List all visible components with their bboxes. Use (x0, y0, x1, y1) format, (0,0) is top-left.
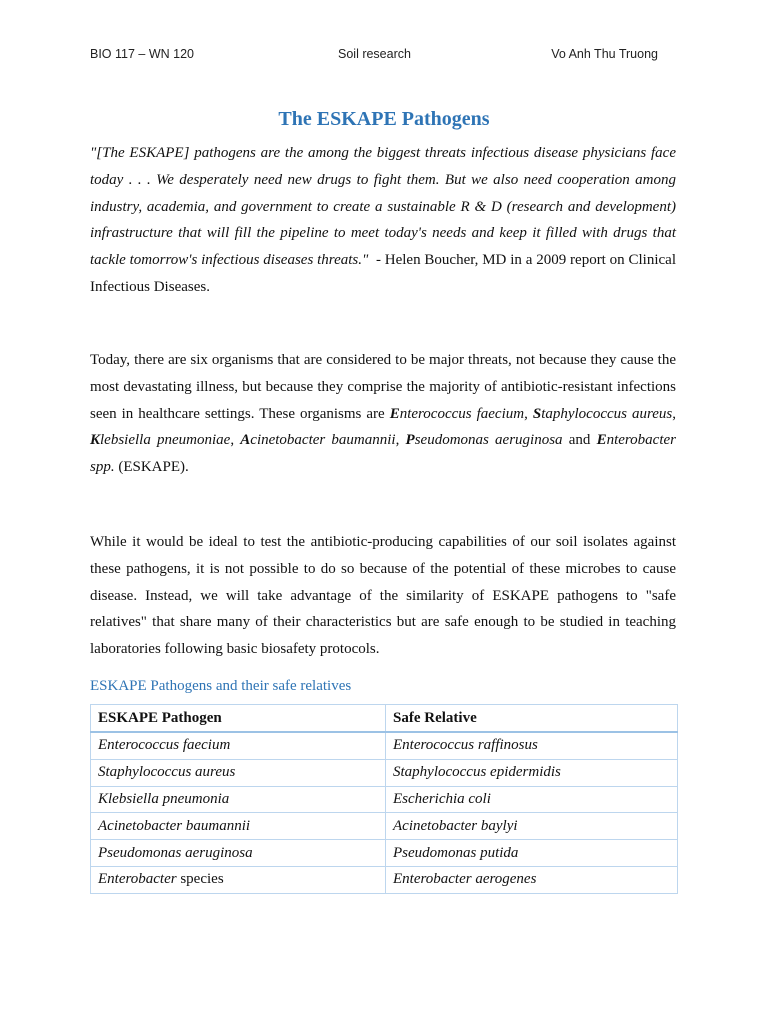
table-row (91, 786, 678, 813)
organisms-paragraph: Today, there are six organisms that are considered to be major threats, not because they cause the most devastating illness, but because they comprise the majority of antibiotic-resistant infections seen in healthcare settings. These organisms are Enterococcus faecium, Staphylococcus aureus, Klebsiella pneumoniae, Acinetobacter baumannii, Pseudomonas aeruginosa and Enterobacter spp. (ESKAPE). (90, 352, 677, 476)
organism-name: Acinetobacter baumannii (240, 432, 396, 449)
quote-text: "[The ESKAPE] pathogens are the among the biggest threats infectious disease physicians face today . . . We desperately need new drugs to fight them. But we also need cooperation among industry, academia, and government to create a sustainable R & D (research and development) infrastructure that will fill the pipeline to meet today's needs and keep it filled with drugs that tackle tomorrow's infectious diseases threats." (90, 145, 676, 269)
table-row (91, 813, 678, 840)
pathogen-cell: Enterococcus faecium (91, 732, 386, 759)
pathogen-cell: Pseudomonas aeruginosa (91, 840, 386, 867)
table-row (91, 840, 678, 867)
page-header (90, 47, 658, 65)
pathogen-table (90, 704, 678, 894)
table-row (91, 866, 678, 893)
organism-name: Klebsiella pneumoniae (90, 432, 231, 449)
pathogen-cell: Enterobacter species (91, 866, 386, 893)
organism-name: Enterococcus faecium (389, 405, 525, 422)
organism-name: Staphylococcus aureus (532, 405, 673, 422)
pathogen-cell: Staphylococcus aureus (91, 759, 386, 786)
column-header-relative: Safe Relative (386, 705, 678, 733)
header-author: Vo Anh Thu Truong (551, 47, 658, 61)
safe-relatives-paragraph: While it would be ideal to test the antibiotic-producing capabilities of our soil isolates against these pathogens, it is not possible to do so because of the potential of these microbes to cause disease. Instead, we will take advantage of the similarity of ESKAPE pathogens to "safe relatives" that share many of their characteristics but are safe enough to be studied in teaching laboratories following basic biosafety protocols. (90, 534, 676, 658)
relative-cell: Pseudomonas putida (386, 840, 678, 867)
relative-cell: Acinetobacter baylyi (386, 813, 678, 840)
organism-name: Pseudomonas aeruginosa (405, 432, 563, 449)
header-course: BIO 117 – WN 120 (90, 47, 194, 61)
quote-attribution: - Helen Boucher, MD in a 2009 report on Clinical Infectious Diseases. (90, 252, 677, 295)
relative-cell: Staphylococcus epidermidis (386, 759, 678, 786)
relative-cell: Escherichia coli (386, 786, 678, 813)
pathogen-cell: Acinetobacter baumannii (91, 813, 386, 840)
table-row (91, 732, 678, 759)
column-header-pathogen: ESKAPE Pathogen (91, 705, 386, 733)
header-topic: Soil research (338, 47, 411, 61)
table-caption: ESKAPE Pathogens and their safe relatives (90, 678, 352, 694)
relative-cell: Enterobacter aerogenes (386, 866, 678, 893)
organisms-intro: Today, there are six organisms that are considered to be major threats, not because they cause the most devastating illness, but because they comprise the majority of antibiotic-resistant infections seen in healthcare settings. These organisms are (90, 352, 676, 422)
table-header-row (91, 705, 678, 733)
organisms-outro: (ESKAPE). (114, 459, 189, 476)
pathogen-cell: Klebsiella pneumonia (91, 786, 386, 813)
table-row (91, 759, 678, 786)
quote-paragraph (90, 140, 676, 301)
organism-name: Enterobacter spp. (90, 432, 677, 476)
page-title: The ESKAPE Pathogens (278, 108, 490, 130)
relative-cell: Enterococcus raffinosus (386, 732, 678, 759)
